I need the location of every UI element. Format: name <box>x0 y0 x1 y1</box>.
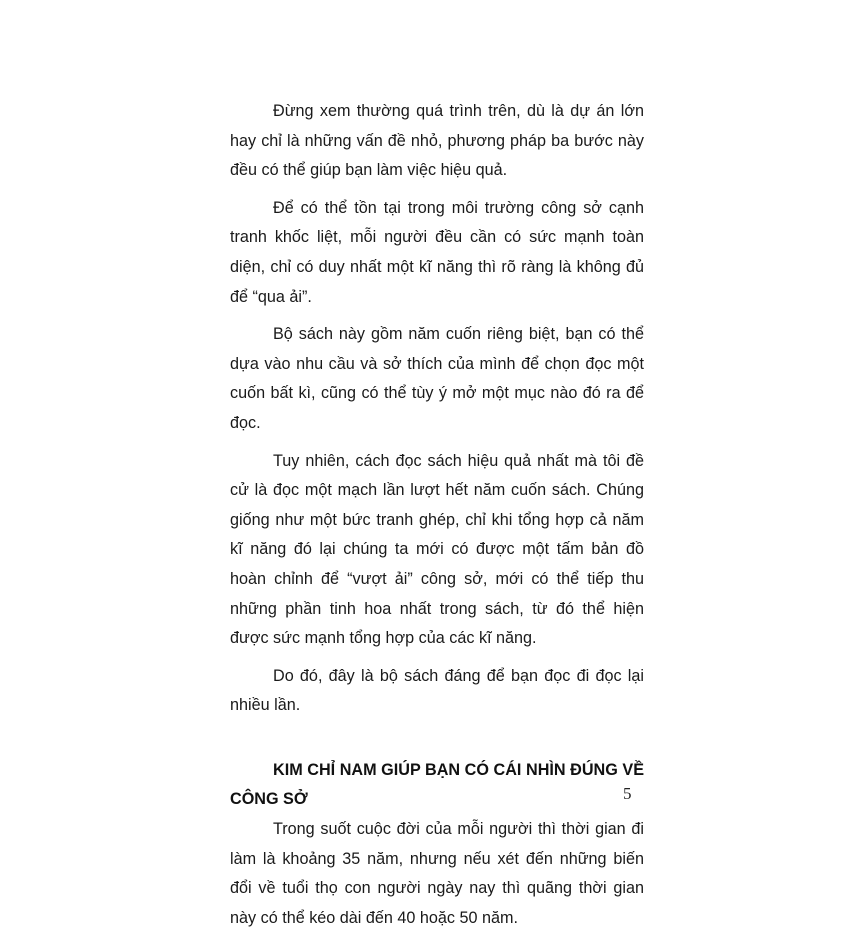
paragraph: Đừng xem thường quá trình trên, dù là dự án lớn hay chỉ là những vấn đề nhỏ, phương pháp ba bước này đều có thể giúp bạn làm việc hiệu quả. <box>230 102 644 180</box>
paragraph: Tuy nhiên, cách đọc sách hiệu quả nhất mà tôi đề cử là đọc một mạch lần lượt hết năm cuốn sách. Chúng giống như một bức tranh ghép, chỉ khi tổng hợp cả năm kĩ năng đó lại chúng ta mới có được một tấm bản đồ hoàn chỉnh để “vượt ải” công sở, mới có thể tiếp thu những phần tinh hoa nhất trong sách, từ đó thể hiện được sức mạnh tổng hợp của các kĩ năng. <box>230 451 644 648</box>
paragraph: Để có thể tồn tại trong môi trường công sở cạnh tranh khốc liệt, mỗi người đều cần có sức mạnh toàn diện, chỉ có duy nhất một kĩ năng thì rõ ràng là không đủ để “qua ải”. <box>230 198 644 306</box>
paragraph: Do đó, đây là bộ sách đáng để bạn đọc đi đọc lại nhiều lần. <box>230 666 644 715</box>
page-number: 5 <box>623 784 632 803</box>
page-body <box>230 97 644 941</box>
section-paragraph: Trong suốt cuộc đời của mỗi người thì thời gian đi làm là khoảng 35 năm, nhưng nếu xét đến những biến đổi về tuổi thọ con người ngày nay thì quãng thời gian này có thể kéo dài đến 40 hoặc 50 năm. <box>230 820 644 927</box>
paragraph: Bộ sách này gồm năm cuốn riêng biệt, bạn có thể dựa vào nhu cầu và sở thích của mình để chọn đọc một cuốn bất kì, cũng có thể tùy ý mở một mục nào đó ra để đọc. <box>230 325 644 432</box>
section-heading: KIM CHỈ NAM GIÚP BẠN CÓ CÁI NHÌN ĐÚNG VỀ CÔNG SỞ <box>230 760 644 809</box>
